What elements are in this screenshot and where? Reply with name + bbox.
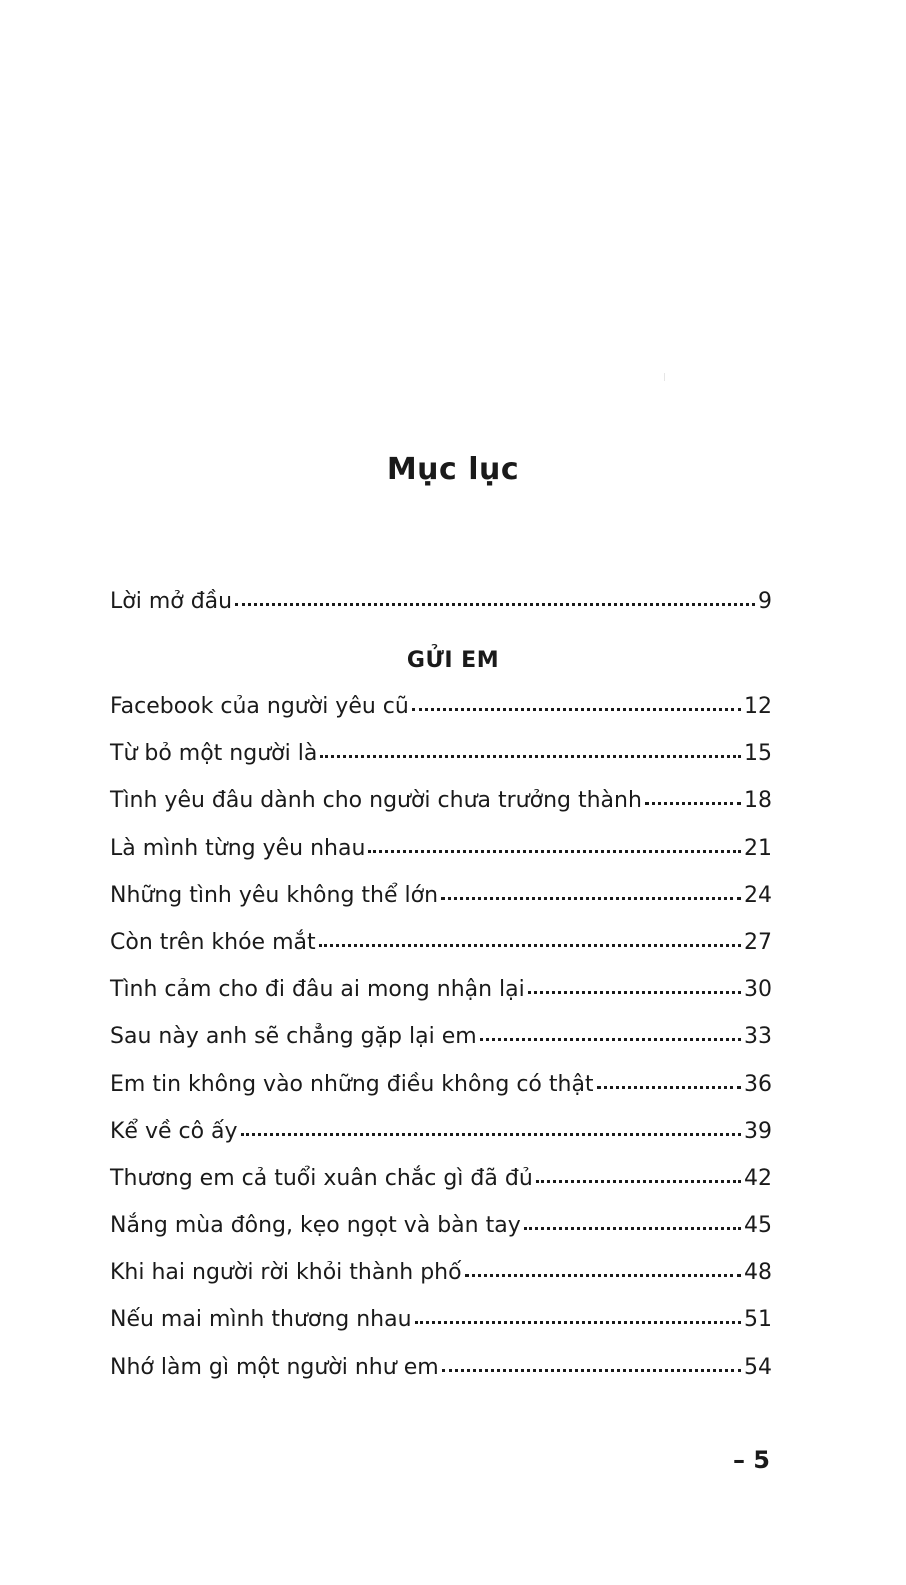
toc-entry	[110, 872, 772, 919]
toc-entry	[110, 1061, 772, 1108]
toc-entry-label: Nếu mai mình thương nhau	[110, 1307, 412, 1333]
toc-intro-entry	[110, 578, 772, 625]
dot-leader	[536, 1179, 741, 1183]
toc-entry-page: 39	[744, 1118, 772, 1144]
toc-title: Mục lục	[386, 452, 520, 487]
toc-entry	[110, 1155, 772, 1202]
scan-speck	[664, 373, 665, 381]
toc-entry	[110, 777, 772, 824]
toc-entry-label: Nắng mùa đông, kẹo ngọt và bàn tay	[110, 1213, 521, 1239]
toc-entry-label: Nhớ làm gì một người như em	[110, 1354, 439, 1380]
dot-leader	[412, 707, 741, 711]
toc-entry-page: 54	[744, 1354, 772, 1380]
toc-entry-page: 36	[744, 1071, 772, 1097]
toc-entry	[110, 1013, 772, 1060]
dot-leader	[368, 849, 741, 853]
dot-leader	[597, 1085, 741, 1089]
section-heading: GỬI EM	[406, 648, 500, 673]
dot-leader	[465, 1273, 741, 1277]
toc-entry-page: 9	[758, 589, 772, 614]
toc-entry	[110, 966, 772, 1013]
dot-leader	[528, 990, 741, 994]
toc-entry-label: Từ bỏ một người là	[110, 741, 318, 767]
toc-entry	[110, 1108, 772, 1155]
dot-leader	[442, 1368, 741, 1372]
toc-entry-page: 21	[744, 835, 772, 861]
toc-entry-label: Còn trên khóe mắt	[110, 929, 316, 955]
toc-entry-page: 51	[744, 1307, 772, 1333]
toc-entry-label: Facebook của người yêu cũ	[110, 694, 409, 719]
toc-entry-page: 18	[744, 788, 772, 814]
toc-entry-label: Thương em cả tuổi xuân chắc gì đã đủ	[110, 1165, 533, 1191]
toc-entry-page: 42	[744, 1165, 772, 1191]
dot-leader	[235, 602, 755, 606]
toc-entry	[110, 683, 772, 730]
toc-entry	[110, 1344, 772, 1391]
toc-entry	[110, 1249, 772, 1296]
toc-entry-label: Là mình từng yêu nhau	[110, 835, 366, 861]
toc-entry-label: Lời mở đầu	[110, 589, 233, 614]
dot-leader	[241, 1132, 741, 1136]
dot-leader	[319, 943, 741, 947]
toc-entry-label: Tình yêu đâu dành cho người chưa trưởng thành	[110, 788, 642, 814]
toc-entry-label: Khi hai người rời khỏi thành phố	[110, 1260, 462, 1286]
toc-entry-page: 48	[744, 1260, 772, 1286]
toc-entry-page: 24	[744, 882, 772, 908]
dot-leader	[524, 1226, 741, 1230]
toc-entry-label: Tình cảm cho đi đâu ai mong nhận lại	[110, 977, 525, 1003]
toc-entry-page: 12	[744, 694, 772, 719]
toc-entry	[110, 919, 772, 966]
dot-leader	[320, 754, 741, 758]
dot-leader	[645, 801, 741, 805]
toc-entry-label: Kể về cô ấy	[110, 1118, 238, 1144]
toc-entry	[110, 1202, 772, 1249]
toc-entry-label: Sau này anh sẽ chẳng gặp lại em	[110, 1024, 477, 1050]
toc-list	[110, 683, 772, 1391]
toc-entry-page: 15	[744, 741, 772, 767]
toc-entry-page: 45	[744, 1213, 772, 1239]
dot-leader	[415, 1320, 741, 1324]
toc-entry	[110, 825, 772, 872]
toc-entry	[110, 1296, 772, 1343]
dot-leader	[480, 1037, 741, 1041]
toc-entry-label: Những tình yêu không thể lớn	[110, 882, 439, 908]
toc-entry-page: 27	[744, 929, 772, 955]
toc-entry-label: Em tin không vào những điều không có thật	[110, 1071, 594, 1097]
toc-entry-page: 30	[744, 977, 772, 1003]
page-number: – 5	[732, 1446, 770, 1474]
dot-leader	[441, 896, 741, 900]
toc-entry	[110, 730, 772, 777]
toc-entry-page: 33	[744, 1024, 772, 1050]
